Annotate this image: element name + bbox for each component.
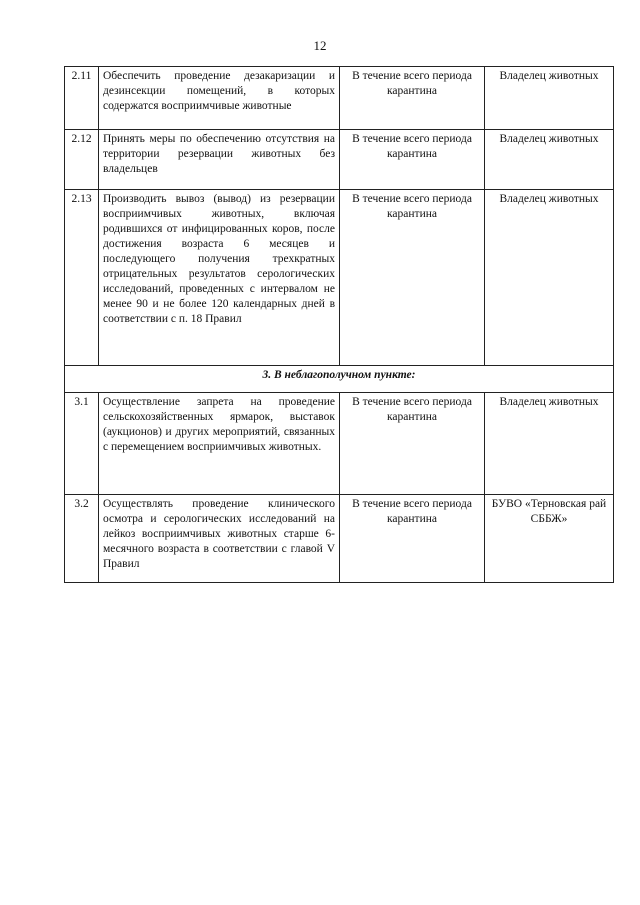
row-measure: Осуществлять проведение клинического осмотра и серологических исследований на лейкоз восприимчивых животных старше 6-месячного возраста в соответствии с главой V Правил xyxy=(99,495,340,583)
table-row xyxy=(65,130,614,190)
row-measure: Принять меры по обеспечению отсутствия на территории резервации животных без владельцев xyxy=(99,130,340,190)
row-responsible: Владелец животных xyxy=(485,130,614,190)
table-row xyxy=(65,393,614,495)
row-measure: Обеспечить проведение дезакаризации и дезинсекции помещений, в которых содержатся восприимчивые животные xyxy=(99,67,340,130)
row-number: 2.13 xyxy=(65,190,99,366)
row-measure: Осуществление запрета на проведение сельскохозяйственных ярмарок, выставок (аукционов) и других мероприятий, связанных с перемещением восприимчивых животных. xyxy=(99,393,340,495)
row-responsible: Владелец животных xyxy=(485,190,614,366)
row-number: 2.11 xyxy=(65,67,99,130)
row-term: В течение всего периода карантина xyxy=(340,495,485,583)
table-row xyxy=(65,495,614,583)
table-row xyxy=(65,190,614,366)
page-number: 12 xyxy=(313,38,327,53)
row-term: В течение всего периода карантина xyxy=(340,67,485,130)
table-row xyxy=(65,67,614,130)
row-term: В течение всего периода карантина xyxy=(340,130,485,190)
row-responsible: БУВО «Терновская рай СББЖ» xyxy=(485,495,614,583)
row-responsible: Владелец животных xyxy=(485,67,614,130)
row-number: 3.1 xyxy=(65,393,99,495)
row-term: В течение всего периода карантина xyxy=(340,190,485,366)
row-term: В течение всего периода карантина xyxy=(340,393,485,495)
section-title: 3. В неблагополучном пункте: xyxy=(65,366,614,393)
row-measure: Производить вывоз (вывод) из резервации восприимчивых животных, включая родившихся от инфицированных коров, после достижения возраста 6 месяцев и последующего получения трехкратных отрицательных результатов серологических исследований, проведенных с интервалом не менее 90 и не более 120 календарных дней в соответствии с п. 18 Правил xyxy=(99,190,340,366)
row-number: 2.12 xyxy=(65,130,99,190)
section-header-row xyxy=(65,366,614,393)
row-number: 3.2 xyxy=(65,495,99,583)
row-responsible: Владелец животных xyxy=(485,393,614,495)
measures-table xyxy=(64,66,614,583)
